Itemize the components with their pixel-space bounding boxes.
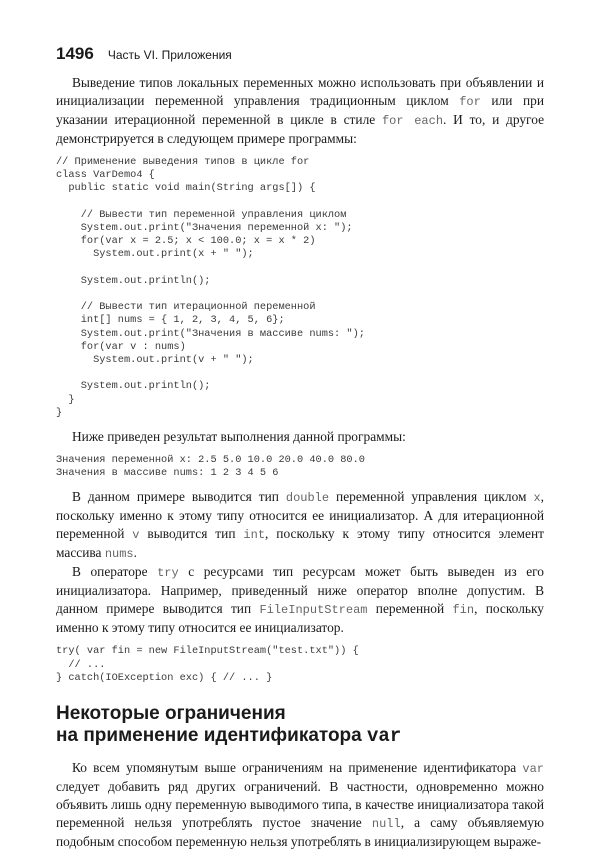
- paragraph-output-intro: Ниже приведен результат выполнения данной программы:: [72, 429, 406, 445]
- paragraph-restrictions: Ко всем упомянутым выше ограничениям на применение идентификатора var следует добавить ряд других ограничений. В частности, одновременно можно объявить лишь одну переменную выводимого типа, в качестве инициализатора такой переменной нельзя употреблять пустое значение null, а саму объявляемую подобным способом переменную нельзя употреблять в инициализирующем выраже-: [56, 760, 545, 850]
- section-heading: Некоторые ограничения на применение идентификатора var: [56, 703, 402, 748]
- paragraph-try-resources: В операторе try с ресурсами тип ресурсам может быть выведен из его инициализатора. Например, приведенный ниже оператор вполне допустим. В данном примере выводится тип FileInputStream переменной fin, поскольку именно к этому типу относится ее инициализатор.: [56, 564, 544, 636]
- running-title: Часть VI. Приложения: [107, 48, 232, 62]
- code-listing-try: try( var fin = new FileInputStream("test.txt")) { // ... } catch(IOException exc) { // ... }: [56, 645, 359, 684]
- program-output: Значения переменной x: 2.5 5.0 10.0 20.0 40.0 80.0 Значения в массиве nums: 1 2 3 4 5 6: [56, 454, 365, 480]
- page-header: [56, 44, 544, 64]
- paragraph-intro: Выведение типов локальных переменных можно использовать при объявлении и инициализации переменной управления традиционным циклом for или при указании итерационной переменной в цикле в стиле for each. И то, и другое демонстрируется в следующем примере программы:: [56, 75, 545, 146]
- code-listing-vardemo4: // Применение выведения типов в цикле for class VarDemo4 { public static void main(String args[]) { // Вывести тип переменной управления циклом System.out.print("Значения переменной x: "); for(var x = 2.5; x < 100.0; x = x * 2) System.out.print(x + " "); System.out.println(); // Вывести тип итерационной переменной int[] nums = { 1, 2, 3, 4, 5, 6}; System.out.print("Значения в массиве nums: "); for(var v : nums) System.out.print(v + " "); System.out.println(); } }: [56, 156, 365, 419]
- page-number: 1496: [56, 44, 94, 63]
- paragraph-explanation: В данном примере выводится тип double переменной управления циклом x, поскольку именно к этому типу относится ее инициализатор. А для итерационной переменной v выводится тип int, поскольку к этому типу относится элемент массива nums.: [56, 489, 544, 562]
